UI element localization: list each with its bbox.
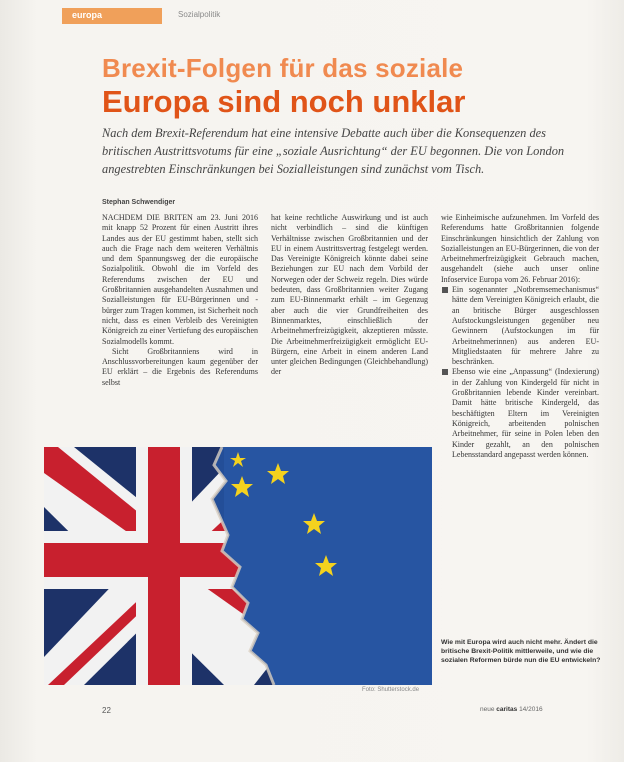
section-label: Sozialpolitik	[178, 10, 221, 19]
bullet-item: Ebenso wie eine „Anpassung“ (Indexierung) in der Zahlung von Kindergeld für nicht in Großbritannien lebende Kinder vereinbart. Damit hätte britische Kindergeld, das beschäftigten Eltern im Vereinigten Königreich, arbeitenden polnischen Arbeitnehmer, für seine in Polen leben den Kinder gezahlt, an den polnischen Lebensstandard angepasst werden können.	[441, 367, 599, 460]
union-jack-eu-flag-image	[44, 447, 432, 685]
body-paragraph: hat keine rechtliche Auswirkung und ist auch nicht verbindlich – sind die künftigen Verhältnisse zwischen Großbritannien und der EU in einem Austrittsvertrag festgelegt werden. Das Vereinigte Königreich könnte dabei seine Beziehungen zur EU nach dem Vorbild der Norwegen oder der Schweiz regeln. Dies würde bedeuten, dass Großbritannien weiter Zugang zum EU-Binnenmarkt erhält – im Gegenzug aber auch die vier Grundfreiheiten des Binnenmarktes, einschließlich der Arbeitnehmerfreizügigkeit, akzeptieren müsste. Die Arbeitnehmerfreizügigkeit ermöglicht EU-Bürgern, eine Arbeit in einem anderen Land unter gleichen Bedingungen (Gleichbehandlung) der	[271, 213, 428, 377]
photo-credit: Foto: Shutterstock.de	[362, 687, 420, 693]
body-column-3	[441, 213, 599, 460]
body-paragraph: wie Einheimische aufzunehmen. Im Vorfeld des Referendums hatte Großbritannien folgende Einschränkungen hinsichtlich der Zahlung von Sozialleistungen an EU-Bürgerinnen, die von der Arbeitnehmerfreizügigkeit Gebrauch machen, ausgehandelt (siehe auch unser online Infoservice Europa vom 26. Februar 2016):	[441, 213, 599, 284]
magazine-footer	[480, 706, 543, 713]
brexit-flags-photo	[44, 447, 432, 685]
lead-paragraph: Nach dem Brexit-Referendum hat eine intensive Debatte auch über die Konsequenzen des britischen Austrittsvotums für eine „soziale Ausrichtung“ der EU begonnen. Die von London angestrebten Einschränkungen bei Sozialleistungen sind zunächst vom Tisch.	[102, 126, 565, 176]
section-tab	[62, 8, 162, 24]
magazine-issue: 14/2016	[519, 706, 543, 713]
headline-line-2: Europa sind noch unklar	[102, 84, 466, 119]
body-column-1	[102, 213, 258, 388]
magazine-name: caritas	[496, 706, 518, 713]
author-byline: Stephan Schwendiger	[102, 199, 176, 206]
photo-caption: Wie mit Europa wird auch nicht mehr. Ändert die britische Brexit-Politik mittlerweile, und wie die sozialen Reformen bürde nun die EU entwickeln?	[441, 639, 601, 664]
body-paragraph: Sicht Großbritanniens wird in Anschlussvorbereitungen kaum gegenüber der EU erklärt – die Ergebnis des Referendums selbst	[102, 346, 258, 387]
headline-line-1: Brexit-Folgen für das soziale	[102, 53, 464, 83]
section-tab-label: europa	[72, 10, 103, 20]
body-column-2	[271, 213, 428, 378]
bullet-item: Ein sogenannter „Notbremsemechanismus“ hätte dem Vereinigten Königreich erlaubt, die an britische Bürger ausgeschlossen Aufstockungsleistungen gegenüber neu Gewinnern (Aufstockungen im für Arbeitnehmerinnen) aus anderen EU-Mitgliedstaaten für mehrere Jahre zu beschränken.	[441, 285, 599, 367]
body-paragraph: NACHDEM DIE BRITEN am 23. Juni 2016 mit knapp 52 Prozent für einen Austritt ihres Landes aus der EU gestimmt haben, stellt sich auch die Frage nach dem weiteren Verhältnis und dem Spannungsweg der die europäische Sozialpolitik. Obwohl die im Vorfeld des Referendums zwischen der EU und Großbritannien ausgehandelten Ausnahmen und Sozialleistungen für EU-Bürgerinnen und -bürger zum Tragen kommen, ist Sicherheit noch nicht, dass es einen Verbleib des Vereinigten Königreich zu einer Vertiefung des europäischen Sozialmodells kommt.	[102, 213, 259, 346]
magazine-prefix: neue	[480, 706, 495, 713]
page-number: 22	[102, 706, 111, 715]
